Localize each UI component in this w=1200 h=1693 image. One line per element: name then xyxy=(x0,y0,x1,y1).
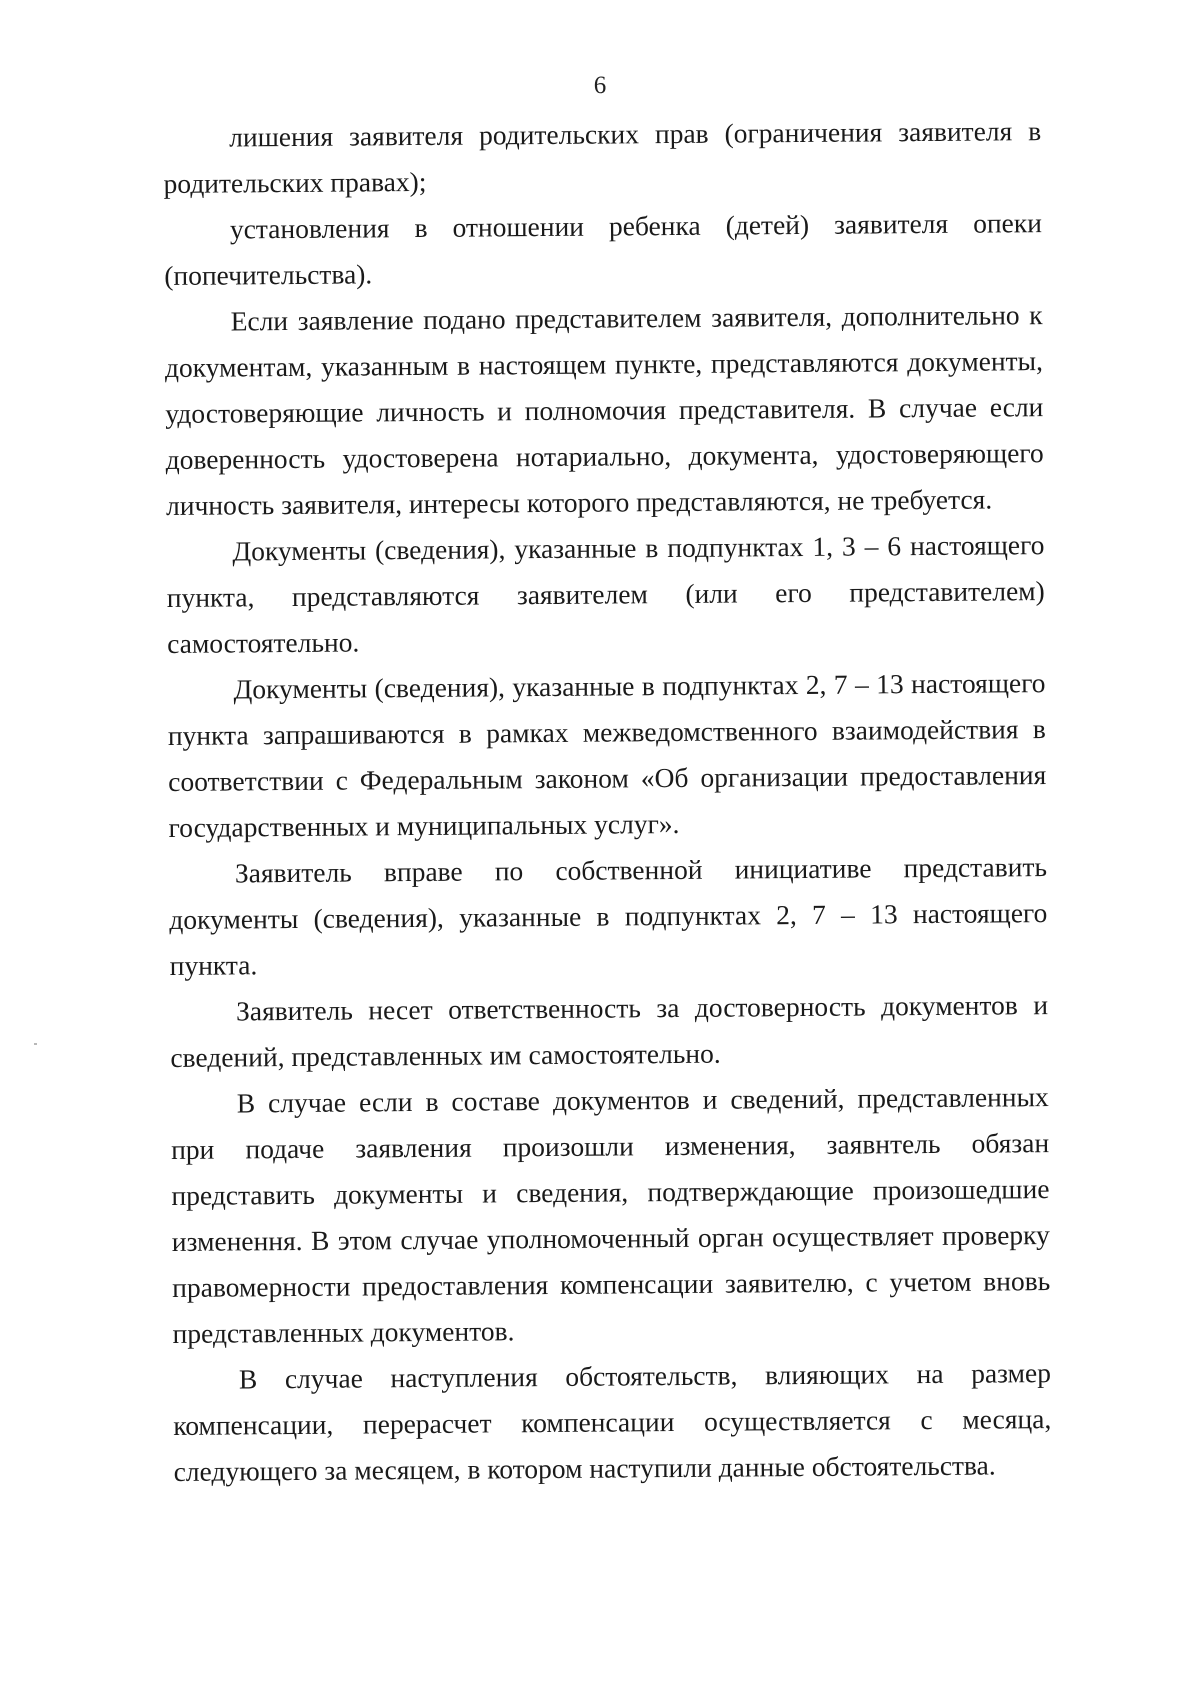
document-body xyxy=(163,108,1052,1495)
page-number: 6 xyxy=(593,72,607,99)
paragraph-changes: В случае если в составе документов и сведений, представленных при подаче заявления произошли изменения, заявнтель обязан представить документы и сведения, подтверждающие произошедшие изменення. В этом случае уполномоченный орган осуществляет проверку правомерности предоставления компенсации заявителю, с учетом вновь представленных документов. xyxy=(171,1081,1051,1349)
paragraph-recalculation: В случае наступления обстоятельств, влияющих на размер компенсации, перерасчет компенсации осуществляется с месяца, следующего за месяцем, в котором наступили данные обстоятельства. xyxy=(173,1357,1052,1487)
paragraph-representative: Если заявление подано представителем заявителя, дополнительно к документам, указанным в настоящем пункте, представляются документы, удостоверяющие личность и полномочия представителя. В случае если доверенность удостоверена нотариально, документа, удостоверяющего личность заявителя, интересы которого представляются, не требуется. xyxy=(164,299,1044,521)
paragraph-responsibility: Заявитель несет ответственность за достоверность документов и сведений, представленных им самостоятельно. xyxy=(170,989,1049,1073)
paragraph-guardianship: установления в отношении ребенка (детей) заявителя опеки (попечительства). xyxy=(164,207,1042,291)
paragraph-own-initiative: Заявитель вправе по собственной инициативе представить документы (сведения), указанные в подпунктах 2, 7 – 13 настоящего пункта. xyxy=(169,851,1048,981)
paragraph-interagency-requests: Документы (сведения), указанные в подпунктах 2, 7 – 13 настоящего пункта запрашиваются в рамках межведомственного взаимодействия в соответствии с Федеральным законом «Об организации предоставления государственных и муниципальных услуг». xyxy=(167,667,1047,843)
scan-speck xyxy=(34,1043,37,1045)
paragraph-self-submitted-documents: Документы (сведения), указанные в подпунктах 1, 3 – 6 настоящего пункта, представляются заявителем (или его представителем) самостоятельно. xyxy=(166,529,1045,659)
paragraph-parental-rights: лишения заявителя родительских прав (ограничения заявителя в родительских правах); xyxy=(163,115,1042,199)
